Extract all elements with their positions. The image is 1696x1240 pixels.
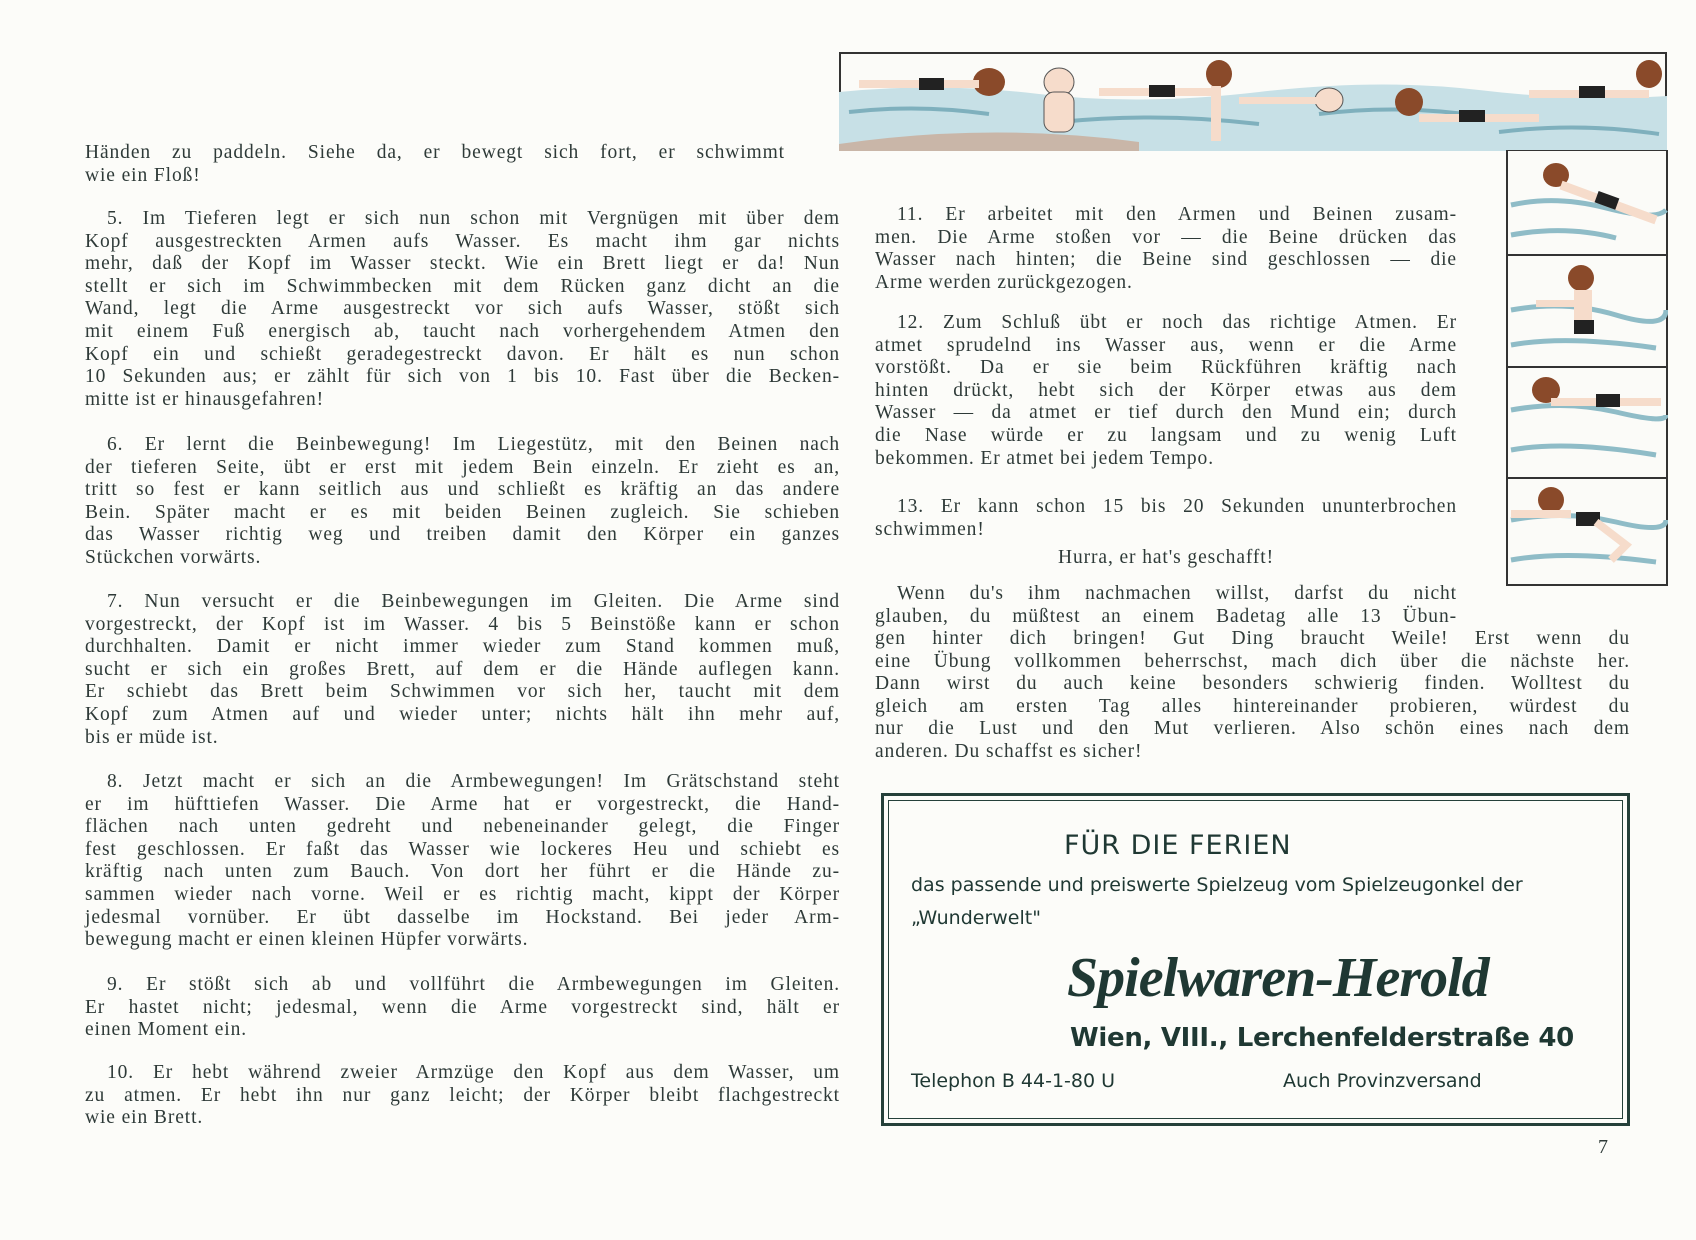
text-line: durchhalten. Damit er nicht immer wieder zum Stand kommen muß, [85,636,840,658]
paragraph [85,208,840,411]
exclamation-line: Hurra, er hat's geschafft! [1057,547,1275,568]
ad-tagline-2: „Wunderwelt" [911,907,1041,929]
text-line: mehr, daß der Kopf im Wasser steckt. Wie ein Brett liegt er da! Nun [85,253,840,275]
text-line: Wenn du's ihm nachmachen willst, darfst du nicht [897,583,1457,604]
text-line: Wand, legt die Arme ausgestreckt vor sich aufs Wasser, stößt sich [85,298,840,320]
swimming-illustration-strip-top [839,52,1667,151]
paragraph [875,496,1457,541]
text-line: 7. Nun versucht er die Beinbewegungen im Gleiten. Die Arme sind [107,591,840,612]
text-line: bekommen. Er atmet bei jedem Tempo. [875,447,1214,469]
text-line: bewegung macht er einen kleinen Hüpfer vorwärts. [85,929,529,951]
text-line: mit einem Fuß energisch ab, taucht nach vorhergehendem Atmen den [85,320,840,342]
text-line: glauben, du müßtest an einem Badetag alle 13 Übun- [875,605,1457,627]
text-line: Bein. Später macht er es mit beiden Beinen zugleich. Sie schieben [85,501,840,523]
ad-phone: Telephon B 44-1-80 U [911,1070,1116,1092]
text-line: Dann wirst du auch keine besonders schwierig finden. Wolltest du [875,673,1630,695]
paragraph [875,204,1457,294]
ad-shipping: Auch Provinzversand [1283,1070,1482,1092]
ad-address: Wien, VIII., Lerchenfelderstraße 40 [1070,1023,1574,1053]
ad-tagline: das passende und preiswerte Spielzeug vom Spielzeugonkel der [911,874,1523,896]
text-line: 6. Er lernt die Beinbewegung! Im Liegestütz, mit den Beinen nach [107,434,840,455]
paragraph [85,1062,840,1130]
text-line: flächen nach unten gedreht und nebeneinander gelegt, die Finger [85,816,840,838]
paragraph [85,771,840,952]
text-line: einen Moment ein. [85,1019,248,1041]
paragraph [85,591,840,749]
text-line: hinten drückt, hebt sich der Körper etwas aus dem [875,379,1457,401]
text-line: Er schiebt das Brett beim Schwimmen vor sich her, taucht mit dem [85,681,840,703]
closing-wide [875,628,1630,764]
text-line: mitte ist er hinausgefahren! [85,388,325,410]
text-line: eine Übung vollkommen beherrschst, mach dich über die nächste her. [875,650,1630,672]
text-line: kräftig nach unten zum Bauch. Von dort her führt er die Hände zu- [85,861,840,883]
text-line: die Nase würde er zu langsam und zu wenig Luft [875,424,1457,446]
ad-brand-logo: Spielwaren-Herold [1067,947,1489,1009]
text-line: Stückchen vorwärts. [85,546,262,568]
text-line: Händen zu paddeln. Siehe da, er bewegt sich fort, er schwimmt [85,142,785,163]
swimming-illustration-strip-right [1506,150,1668,586]
text-line: der tieferen Seite, übt er erst mit jedem Bein einzeln. Er zieht es an, [85,456,840,478]
text-line: 8. Jetzt macht er sich an die Armbewegungen! Im Grätschstand steht [107,771,840,792]
text-line: nur die Lust und den Mut verlieren. Also schön eines nach dem [875,718,1630,740]
text-line: Kopf zum Atmen auf und wieder unter; nichts hält ihn mehr auf, [85,703,840,725]
text-line: 10. Er hebt während zweier Armzüge den Kopf aus dem Wasser, um [107,1062,840,1083]
page-number: 7 [1598,1136,1608,1158]
swimmer-figure-2 [1044,68,1074,132]
text-line: Er hastet nicht; jedesmal, wenn die Arme vorgestreckt sind, hält er [85,996,840,1018]
paragraph [85,974,840,1042]
text-line: 11. Er arbeitet mit den Armen und Beinen zusam- [897,204,1457,225]
text-line: gen hinter dich bringen! Gut Ding braucht Weile! Erst wenn du [875,628,1630,649]
text-line: vorstößt. Da er sie beim Rückführen kräftig nach [875,357,1457,379]
paragraph [85,434,840,570]
text-line: wie ein Floß! [85,164,201,186]
text-line: anderen. Du schaffst es sicher! [875,740,1143,762]
text-line: das Wasser richtig weg und treiben damit den Körper ein ganzes [85,524,840,546]
text-line: er im hüfttiefen Wasser. Die Arme hat er vorgestreckt, die Hand- [85,793,840,815]
text-line: Kopf ausgestreckten Armen aufs Wasser. Es macht ihm gar nichts [85,230,840,252]
text-line: sammen wieder nach vorne. Weil er es richtig macht, kippt der Körper [85,883,840,905]
text-line: wie ein Brett. [85,1107,204,1129]
text-line: gleich am ersten Tag alles hintereinander probieren, würdest du [875,695,1630,717]
text-line: schwimmen! [875,518,985,540]
text-line: men. Die Arme stoßen vor — die Beine drücken das [875,226,1457,248]
closing-narrow [875,583,1457,628]
paragraph [85,142,840,187]
advertisement-box [881,793,1630,1126]
text-line: 12. Zum Schluß übt er noch das richtige Atmen. Er [897,312,1457,333]
text-line: stellt er sich im Schwimmbecken mit dem Rücken ganz dicht an die [85,275,840,297]
text-line: Wasser nach hinten; die Beine sind geschlossen — die [875,249,1457,271]
text-line: vorgestreckt, der Kopf ist im Wasser. 4 bis 5 Beinstöße kann er schon [85,613,840,635]
text-line: bis er müde ist. [85,726,219,748]
text-line: Wasser — da atmet er tief durch den Mund ein; durch [875,402,1457,424]
text-line: Arme werden zurückgezogen. [875,271,1133,293]
text-line: zu atmen. Er hebt ihn nur ganz leicht; der Körper bleibt flachgestreckt [85,1084,840,1106]
text-line: 9. Er stößt sich ab und vollführt die Armbewegungen im Gleiten. [107,974,840,995]
text-line: Kopf ein und schießt geradegestreckt davon. Er hält es nun schon [85,343,840,365]
paragraph [875,312,1457,470]
text-line: 5. Im Tieferen legt er sich nun schon mit Vergnügen mit über dem [107,208,840,229]
text-line: tritt so fest er kann seitlich aus und schließt es kräftig an das andere [85,479,840,501]
text-line: jedesmal vornüber. Er übt dasselbe im Hockstand. Bei jeder Arm- [85,906,840,928]
text-line: atmet sprudelnd ins Wasser aus, wenn er die Arme [875,334,1457,356]
text-line: 10 Sekunden aus; er zählt für sich von 1 bis 10. Fast über die Becken- [85,366,840,388]
text-line: fest geschlossen. Er faßt das Wasser wie lockeres Heu und schiebt es [85,838,840,860]
text-line: 13. Er kann schon 15 bis 20 Sekunden ununterbrochen [897,496,1457,517]
ad-headline: FÜR DIE FERIEN [1064,830,1292,861]
text-line: sucht er sich ein großes Brett, auf dem er die Hände auflegen kann. [85,658,840,680]
